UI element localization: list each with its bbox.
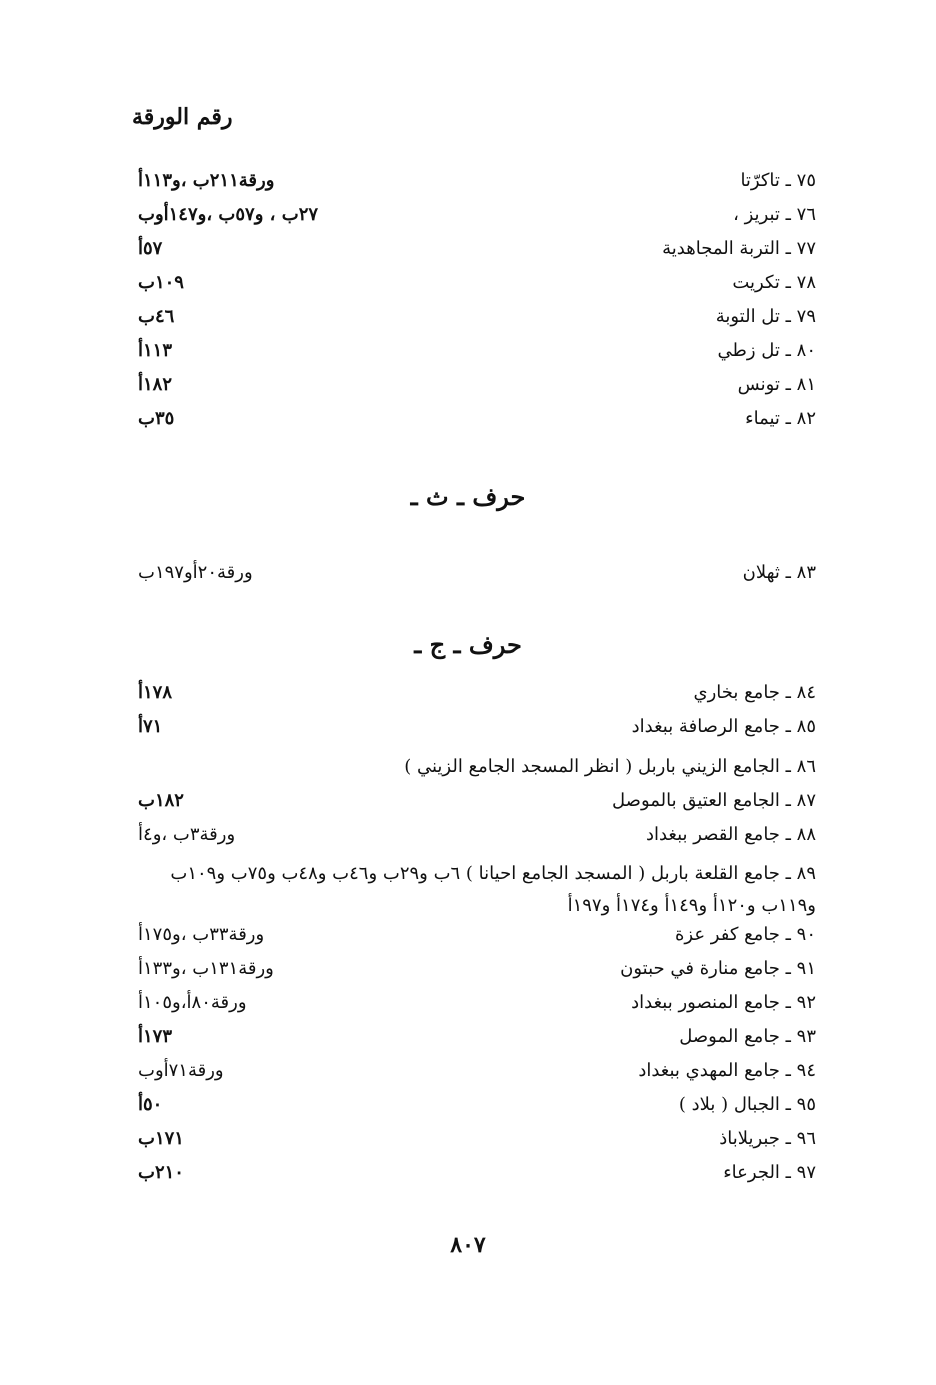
- entry-name: ٧٥ ـ تاكرّتا: [740, 170, 816, 191]
- entry-name: ٩٥ ـ الجبال ( بلاد ): [678, 1094, 816, 1115]
- entry-name: ٧٩ ـ تل التوبة: [715, 306, 816, 327]
- entry-name: ٩١ ـ جامع منارة في حبتون: [620, 958, 816, 979]
- entry-name: ٨٠ ـ تل زطي: [717, 340, 816, 361]
- entry-name: ٧٧ ـ التربة المجاهدية: [662, 238, 816, 259]
- entry-folio: ورقة٢١١ب ،و١١٣أ: [138, 170, 275, 191]
- index-entry: [130, 954, 816, 988]
- entry-name: ٩٤ ـ جامع المهدي ببغداد: [638, 1060, 816, 1081]
- entry-name: ٨٤ ـ جامع بخاري: [693, 682, 816, 703]
- entry-folio: ورقة٣ب ،و٤أ: [138, 824, 236, 845]
- entry-name: ٨٩ ـ جامع القلعة باربل ( المسجد الجامع احيانا ) ٦ب و٢٩ب و٤٦ب و٤٨ب و٧٥ب و١٠٩ب و١١٩ب و١٢٠أ و١٤٩أ و١٧٤أ و١٩٧أ: [170, 863, 816, 916]
- index-entry: [130, 1090, 816, 1124]
- entry-folio: ١٨٢ب: [138, 790, 184, 811]
- index-entry: [130, 336, 816, 370]
- index-entry: [130, 370, 816, 404]
- entry-folio: ٢١٠ب: [138, 1162, 184, 1183]
- entry-name: ٨٥ ـ جامع الرصافة ببغداد: [631, 716, 816, 737]
- index-entry: [130, 404, 816, 438]
- letter-heading-tha: حرف ـ ث ـ: [410, 482, 526, 511]
- entry-name: ٩٠ ـ جامع كفر عزة: [674, 924, 816, 945]
- entry-folio: ١٧١ب: [138, 1128, 184, 1149]
- index-entry: [130, 712, 816, 746]
- section-tha: [130, 558, 816, 592]
- entry-folio: ١١٣أ: [138, 340, 173, 361]
- entry-folio: ٧١أ: [138, 716, 163, 737]
- entry-folio: ورقة٢٠أو١٩٧ب: [138, 562, 253, 583]
- entry-name: ٨١ ـ تونس: [737, 374, 816, 395]
- entry-name: ٩٦ ـ جبريلاباذ: [719, 1128, 816, 1149]
- index-entry: [130, 820, 816, 854]
- entry-folio: ورقة٣٣ب ،و١٧٥أ: [138, 924, 265, 945]
- index-entry: [130, 558, 816, 592]
- entry-name: ٩٣ ـ جامع الموصل: [679, 1026, 816, 1047]
- index-entry: [130, 302, 816, 336]
- entry-folio: ورقة٧١أوب: [138, 1060, 224, 1081]
- entry-folio: ورقة١٣١ب ،و١٣٣أ: [138, 958, 274, 979]
- entry-folio: ٥٧أ: [138, 238, 163, 259]
- entry-name: ٨٣ ـ ثهلان: [742, 562, 816, 583]
- index-entry: [130, 200, 816, 234]
- page-number: ٨٠٧: [450, 1232, 486, 1258]
- index-entry: [130, 1022, 816, 1056]
- entry-folio: ٢٧ب ، و٥٧ب ،و١٤٧أوب: [138, 204, 319, 225]
- index-entry: [130, 920, 816, 954]
- entry-folio: ١٨٢أ: [138, 374, 173, 395]
- index-entry: [130, 988, 816, 1022]
- entry-name: ٧٨ ـ تكريت: [732, 272, 816, 293]
- index-entry: [130, 1056, 816, 1090]
- column-header-folio-number: رقم الورقة: [132, 104, 233, 130]
- entry-name: ٨٦ ـ الجامع الزيني باربل ( انظر المسجد الجامع الزيني ): [404, 756, 816, 777]
- index-entry: [130, 234, 816, 268]
- entry-folio: ١٠٩ب: [138, 272, 184, 293]
- entry-name: ٩٧ ـ الجرعاء: [723, 1162, 816, 1183]
- index-entry: [130, 1158, 816, 1192]
- entry-folio: ١٧٨أ: [138, 682, 173, 703]
- section-ta: [130, 166, 816, 438]
- entry-folio: ٥٠أ: [138, 1094, 163, 1115]
- index-entry: [130, 1124, 816, 1158]
- index-entry: [130, 166, 816, 200]
- entry-folio: ١٧٣أ: [138, 1026, 173, 1047]
- section-jim: [130, 678, 816, 1192]
- entry-name: ٧٦ ـ تبريز ،: [733, 204, 816, 225]
- entry-folio: ٣٥ب: [138, 408, 175, 429]
- entry-name: ٨٧ ـ الجامع العتيق بالموصل: [612, 790, 816, 811]
- entry-folio: ورقة٨٠أ،و١٠٥أ: [138, 992, 247, 1013]
- index-entry: [130, 786, 816, 820]
- index-entry: [130, 268, 816, 302]
- index-entry: [130, 678, 816, 712]
- index-entry: [130, 752, 816, 786]
- letter-heading-jim: حرف ـ ج ـ: [414, 630, 522, 659]
- entry-name: ٨٨ ـ جامع القصر ببغداد: [645, 824, 816, 845]
- entry-folio: ٤٦ب: [138, 306, 175, 327]
- entry-name: ٨٢ ـ تيماء: [745, 408, 816, 429]
- index-entry: [130, 854, 816, 920]
- entry-name: ٩٢ ـ جامع المنصور ببغداد: [631, 992, 816, 1013]
